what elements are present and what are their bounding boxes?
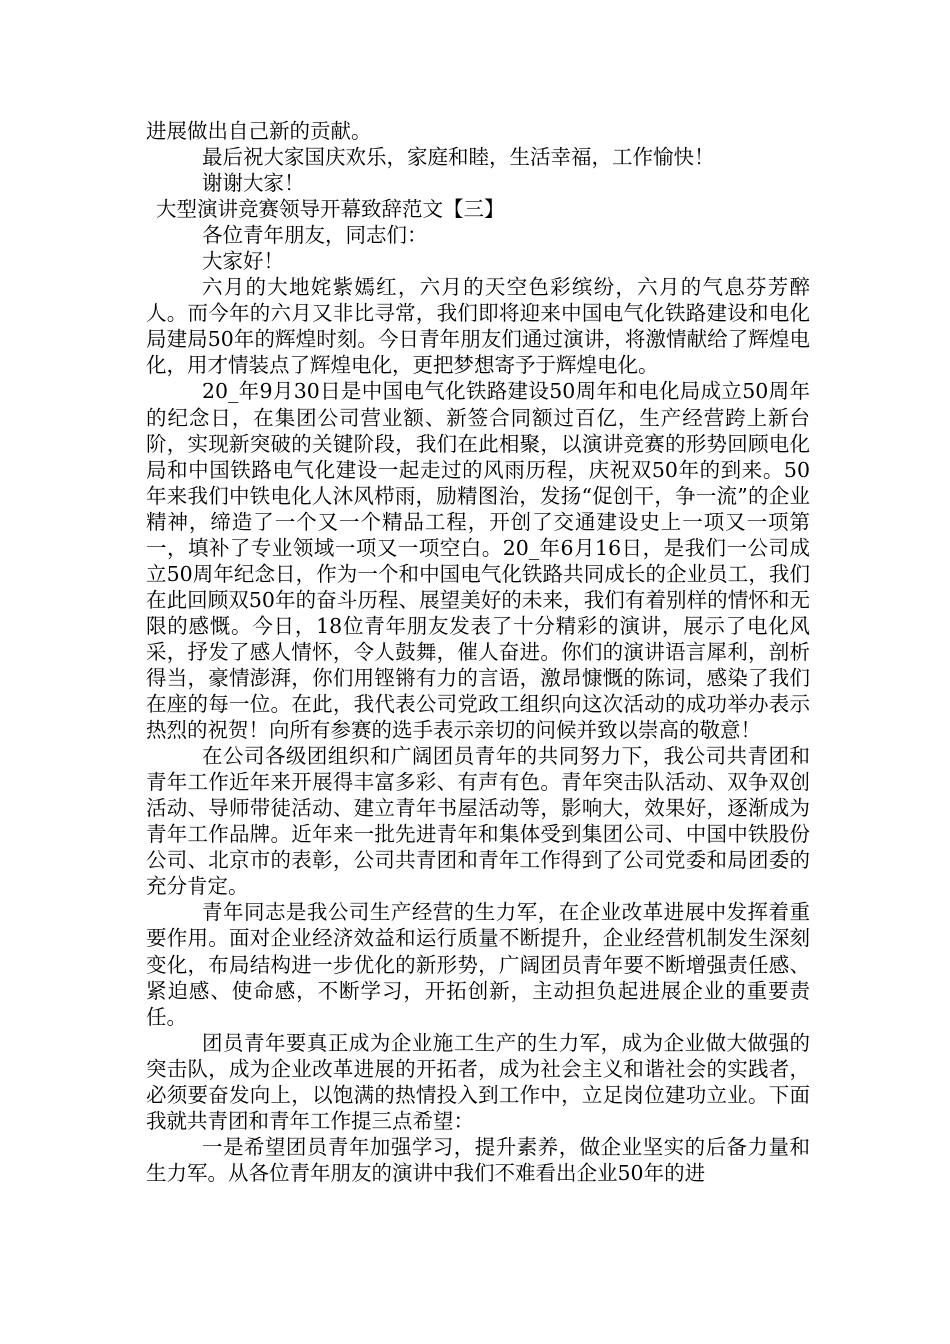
- paragraph-youth-role: 青年同志是我公司生产经营的生力军，在企业改革进展中发挥着重要作用。面对企业经济效益和运行质量不断提升，企业经营机制发生深刻变化，布局结构进一步优化的新形势，广阔团员青年要不断增强责任感、紧迫感、使命感，不断学习，开拓创新，主动担负起进展企业的重要责任。: [146, 900, 810, 1029]
- paragraph-hope-one: 一是希望团员青年加强学习，提升素养，做企业坚实的后备力量和生力军。从各位青年朋友的演讲中我们不难看出企业50年的进: [146, 1134, 810, 1185]
- paragraph-thanks: 谢谢大家！: [202, 171, 305, 196]
- paragraph-greeting: 大家好！: [202, 249, 284, 274]
- paragraph-june: 六月的大地姹紫嫣红，六月的天空色彩缤纷，六月的气息芬芳醉人。而今年的六月又非比寻常，我们即将迎来中国电气化铁路建设和电化局建局50年的辉煌时刻。今日青年朋友们通过演讲，将激情献给了辉煌电化，用才情装点了辉煌电化，更把梦想寄予于辉煌电化。: [146, 275, 810, 378]
- document-page: [146, 118, 810, 1186]
- paragraph-continuation: 进展做出自己新的贡献。: [146, 119, 372, 143]
- paragraph-salutation: 各位青年朋友，同志们：: [202, 223, 428, 248]
- paragraph-youth-league-work: 在公司各级团组织和广阔团员青年的共同努力下，我公司共青团和青年工作近年来开展得丰富多彩、有声有色。青年突击队活动、双争双创活动、导师带徒活动、建立青年书屋活动等，影响大，效果好，逐渐成为青年工作品牌。近年来一批先进青年和集体受到集团公司、中国中铁股份公司、北京市的表彰，公司共青团和青年工作得到了公司党委和局团委的充分肯定。: [146, 744, 810, 899]
- paragraph-expectations: 团员青年要真正成为企业施工生产的生力军，成为企业做大做强的突击队，成为企业改革进展的开拓者，成为社会主义和谐社会的实践者，必须要奋发向上，以饱满的热情投入到工作中，立足岗位建功立业。下面我就共青团和青年工作提三点希望：: [146, 1030, 810, 1133]
- paragraph-anniversary: 20_年9月30日是中国电气化铁路建设50周年和电化局成立50周年的纪念日，在集团公司营业额、新签合同额过百亿，生产经营跨上新台阶，实现新突破的关键阶段，我们在此相聚，以演讲竞赛的形势回顾电化局和中国铁路电气化建设一起走过的风雨历程，庆祝双50年的到来。50年来我们中铁电化人沐风栉雨，励精图治，发扬“促创干，争一流”的企业精神，缔造了一个又一个精品工程，开创了交通建设史上一项又一项第一，填补了专业领域一项又一项空白。20_年6月16日，是我们一公司成立50周年纪念日，作为一个和中国电气化铁路共同成长的企业员工，我们在此回顾双50年的奋斗历程、展望美好的未来，我们有着别样的情怀和无限的感慨。今日，18位青年朋友发表了十分精彩的演讲，展示了电化风采，抒发了感人情怀，令人鼓舞，催人奋进。你们的演讲语言犀利，剖析得当，豪情澎湃，你们用铿锵有力的言语，激昂慷慨的陈词，感染了我们在座的每一位。在此，我代表公司党政工组织向这次活动的成功举办表示热烈的祝贺！向所有参赛的选手表示亲切的问候并致以崇高的敬意！: [146, 379, 810, 743]
- paragraph-closing-wishes: 最后祝大家国庆欢乐，家庭和睦，生活幸福，工作愉快！: [202, 145, 715, 170]
- section-heading: 大型演讲竞赛领导开幕致辞范文【三】: [156, 197, 505, 222]
